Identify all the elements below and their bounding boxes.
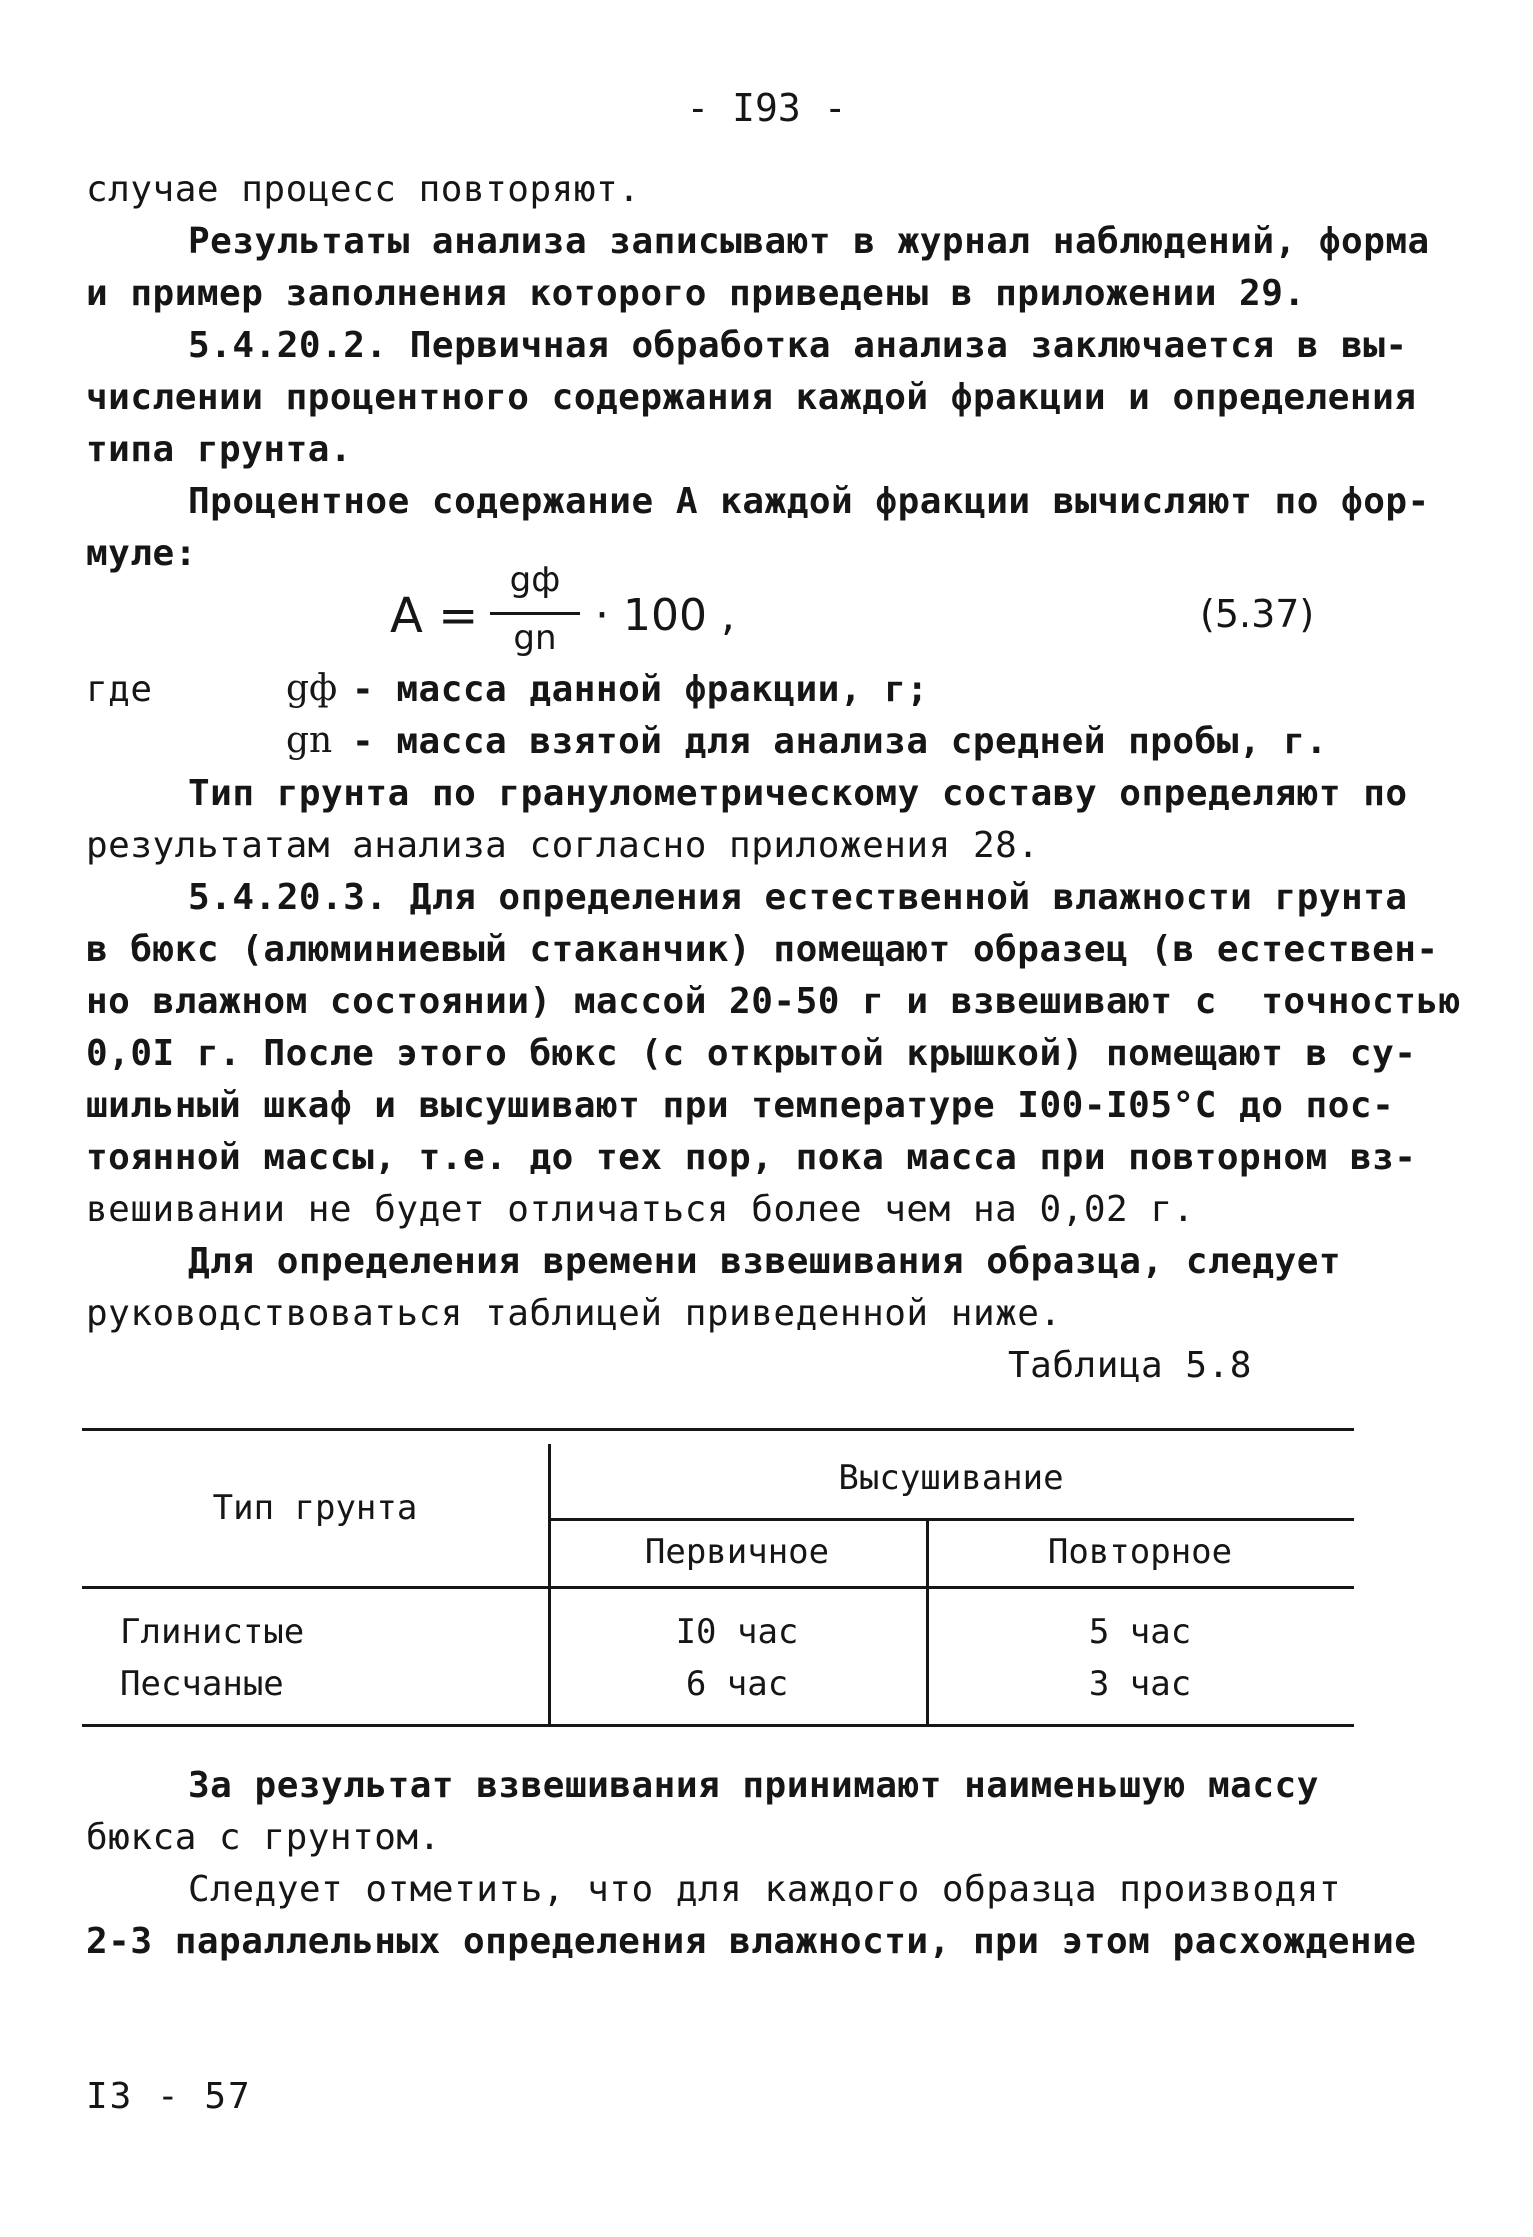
text-line: тоянной массы, т.е. до тех пор, пока масса при повторном вз- <box>86 1137 1417 1178</box>
formula-5-37 <box>390 560 1390 670</box>
text-line: 2-3 параллельных определения влажности, при этом расхождение <box>86 1921 1417 1962</box>
where-label: где <box>86 669 153 710</box>
text-line: За результат взвешивания принимают наименьшую массу <box>188 1765 1319 1806</box>
text-line: 0,0I г. После этого бюкс (с открытой крышкой) помещают в су- <box>86 1033 1417 1074</box>
table-cell-first: I0 час <box>675 1612 799 1652</box>
text-line: Тип грунта по гранулометрическому составу определяют по <box>188 773 1408 814</box>
text-line: случае процесс повторяют. <box>86 169 641 210</box>
text-line: шильный шкаф и высушивают при температуре I00-I05°С до пос- <box>86 1085 1395 1126</box>
page-number: - I93 - <box>686 86 847 130</box>
text-line: Для определения времени взвешивания образца, следует <box>188 1241 1342 1282</box>
formula-denominator: gn <box>513 618 557 658</box>
text-line: муле: <box>86 533 197 574</box>
text-line: 5.4.20.3. Для определения естественной влажности грунта <box>188 877 1408 918</box>
text-line: типа грунта. <box>86 429 353 470</box>
table-cell-first: 6 час <box>685 1664 789 1704</box>
formula-lhs: А = <box>390 588 479 644</box>
table-bottom-rule <box>82 1724 1354 1727</box>
table-header-first: Первичное <box>644 1532 830 1572</box>
table-cell-repeat: 3 час <box>1088 1664 1192 1704</box>
text-line: но влажном состоянии) массой 20-50 г и взвешивают с точностью <box>86 981 1461 1022</box>
where-desc-1: - масса данной фракции, г; <box>352 669 929 710</box>
symbol-g-phi: gф <box>286 668 338 709</box>
table-header-rule <box>82 1586 1354 1589</box>
text-line: Следует отметить, что для каждого образца производят <box>188 1869 1342 1910</box>
text-line: вешивании не будет отличаться более чем на 0,02 г. <box>86 1189 1195 1230</box>
table-subheader-rule <box>548 1518 1354 1521</box>
table-top-rule <box>82 1428 1354 1431</box>
text-line: бюкса с грунтом. <box>86 1817 441 1858</box>
text-line: в бюкс (алюминиевый стаканчик) помещают образец (в естествен- <box>86 929 1439 970</box>
text-line: Процентное содержание А каждой фракции вычисляют по фор- <box>188 481 1430 522</box>
table-header-drying: Высушивание <box>838 1458 1064 1498</box>
where-desc-2: - масса взятой для анализа средней пробы, г. <box>352 721 1328 762</box>
symbol-g-n: gn <box>286 720 333 761</box>
formula-multiplier: · 100 , <box>595 590 735 641</box>
text-line: и пример заполнения которого приведены в приложении 29. <box>86 273 1306 314</box>
text-line: 5.4.20.2. Первичная обработка анализа заключается в вы- <box>188 325 1408 366</box>
fraction-bar <box>490 612 580 615</box>
text-line: руководствоваться таблицей приведенной ниже. <box>86 1293 1062 1334</box>
drying-time-table <box>82 1428 1354 1728</box>
table-header-repeat: Повторное <box>1047 1532 1233 1572</box>
table-cell-type: Песчаные <box>120 1664 284 1704</box>
table-caption: Таблица 5.8 <box>1008 1345 1252 1386</box>
table-header-type: Тип грунта <box>212 1488 418 1528</box>
formula-numerator: gф <box>509 560 561 600</box>
text-line: результатам анализа согласно приложения 28. <box>86 825 1040 866</box>
formula-number: (5.37) <box>1200 592 1315 636</box>
text-line: числении процентного содержания каждой фракции и определения <box>86 377 1417 418</box>
page-footer: I3 - 57 <box>86 2076 252 2117</box>
table-cell-type: Глинистые <box>120 1612 305 1652</box>
table-cell-repeat: 5 час <box>1088 1612 1192 1652</box>
text-line: Результаты анализа записывают в журнал наблюдений, форма <box>188 221 1430 262</box>
